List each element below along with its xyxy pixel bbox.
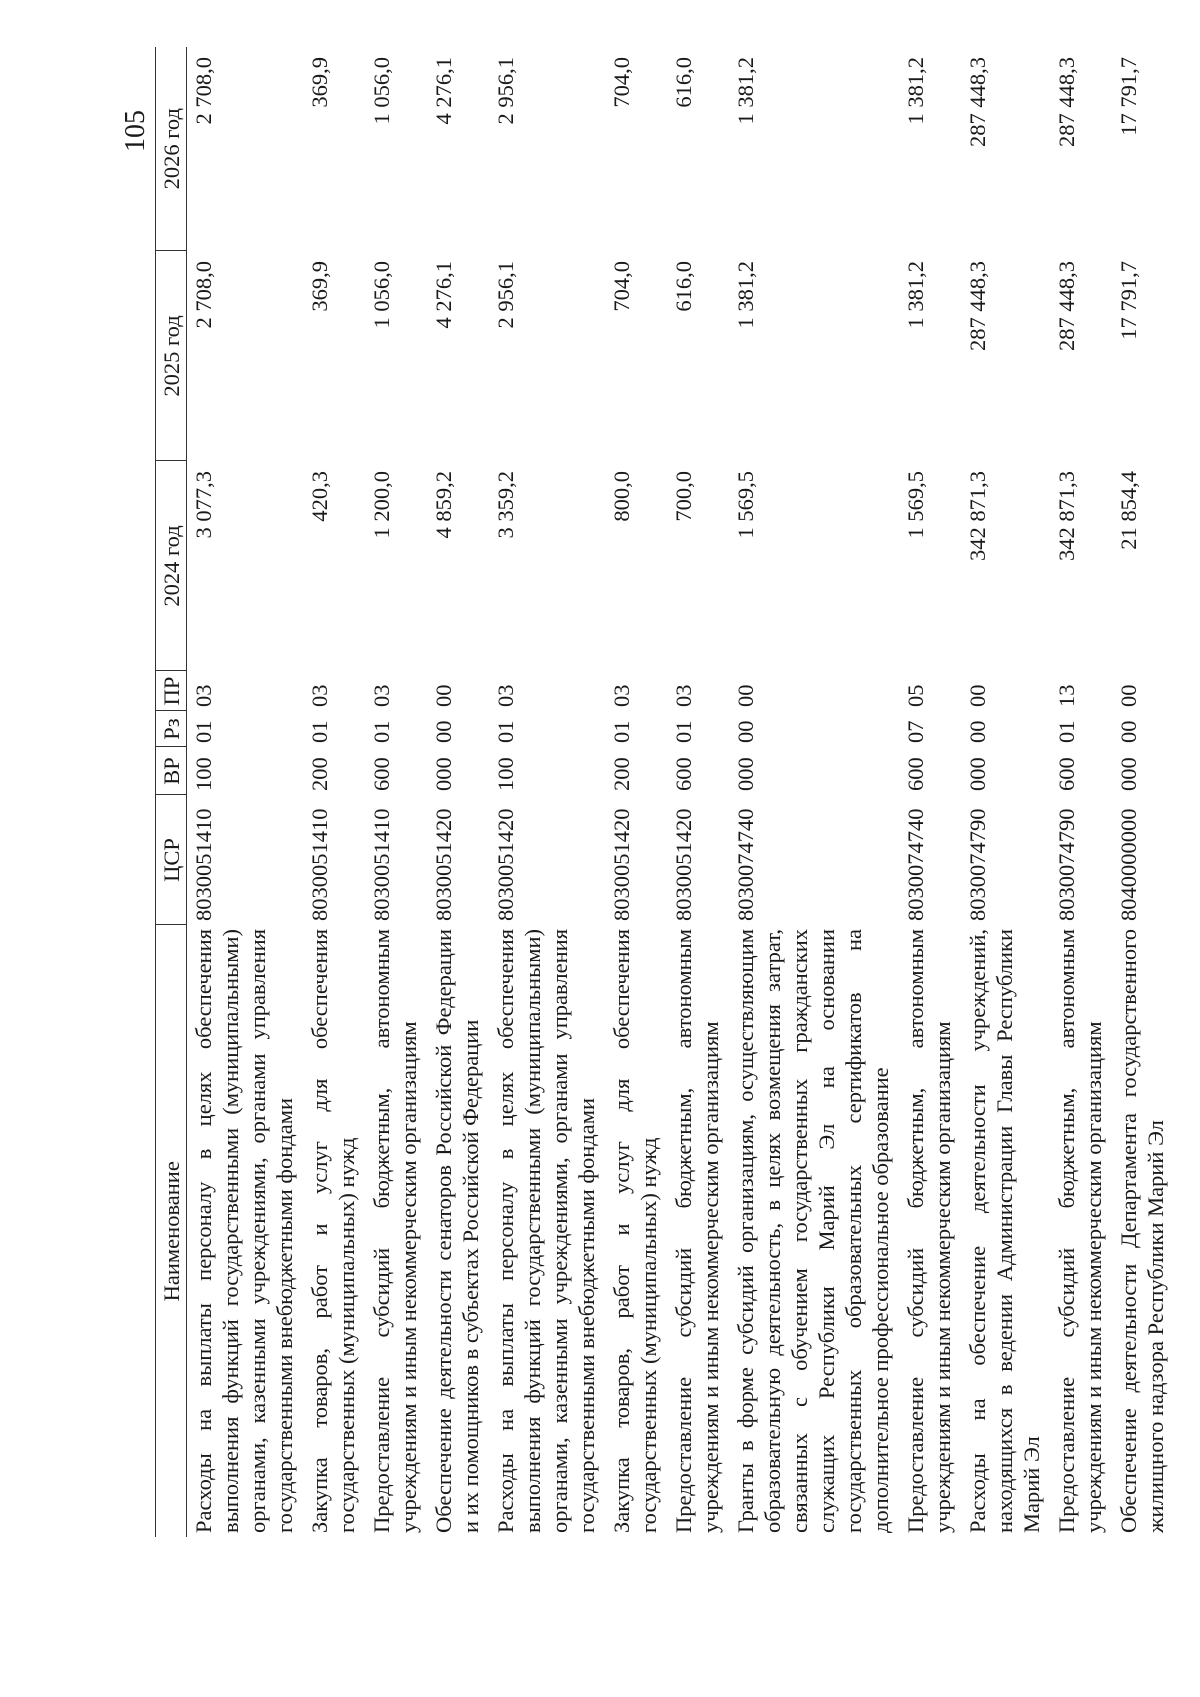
- table-row: [900, 47, 962, 1537]
- cell-pr: 05: [903, 684, 928, 707]
- cell-name: Расходы на выплаты персоналу в целях обеспечения выполнения функций государственными (муниципальными) органами, казенными учреждениями, органами управления государственными внебюджетными фондами: [493, 929, 599, 1533]
- cell-csr: 8030074740: [903, 808, 928, 921]
- table-row: [606, 47, 668, 1537]
- cell-vr: 600: [369, 757, 394, 791]
- cell-2026: 17 791,7: [1116, 57, 1141, 136]
- cell-name: Расходы на выплаты персоналу в целях обеспечения выполнения функций государственными (муниципальными) органами, казенными учреждениями, органами управления государственными внебюджетными фондами: [191, 929, 297, 1533]
- cell-2025: 369,9: [307, 261, 332, 312]
- cell-vr: 600: [671, 757, 696, 791]
- cell-csr: 8030074790: [965, 808, 990, 921]
- table-row: [1113, 47, 1175, 1537]
- cell-rz: 01: [369, 720, 394, 743]
- cell-vr: 600: [903, 757, 928, 791]
- cell-2025: 1 056,0: [369, 261, 394, 329]
- table-row: [730, 47, 900, 1537]
- cell-2025: 704,0: [609, 261, 634, 312]
- cell-vr: 000: [733, 757, 758, 791]
- cell-pr: 03: [493, 684, 518, 707]
- cell-name: Предоставление субсидий бюджетным, автономным учреждениям и иным некоммерческим организациям: [903, 929, 955, 1533]
- cell-vr: 100: [191, 757, 216, 791]
- header-row: [156, 47, 187, 1537]
- cell-vr: 100: [493, 757, 518, 791]
- cell-2026: 2 956,1: [493, 57, 518, 125]
- table-row: [668, 47, 730, 1537]
- cell-vr: 000: [431, 757, 456, 791]
- cell-csr: 8030051420: [431, 808, 456, 921]
- cell-2024: 1 569,5: [733, 471, 758, 539]
- cell-csr: 8030051420: [671, 808, 696, 921]
- table-row: [428, 47, 490, 1537]
- table-row: [1051, 47, 1113, 1537]
- cell-2024: 342 871,3: [965, 471, 990, 561]
- page-number: 105: [120, 110, 151, 152]
- header-2026: 2026 год: [156, 47, 187, 251]
- cell-vr: 000: [965, 757, 990, 791]
- cell-pr: 13: [1054, 684, 1079, 707]
- header-pr: ПР: [156, 671, 187, 711]
- cell-name: Закупка товаров, работ и услуг для обеспечения государственных (муниципальных) нужд: [307, 929, 359, 1533]
- header-csr: ЦСР: [156, 795, 187, 925]
- cell-2025: 2 708,0: [191, 261, 216, 329]
- cell-2026: 704,0: [609, 57, 634, 108]
- cell-2026: 369,9: [307, 57, 332, 108]
- cell-vr: 000: [1116, 757, 1141, 791]
- cell-pr: 00: [733, 684, 758, 707]
- cell-name: Обеспечение деятельности сенаторов Российской Федерации и их помощников в субъектах Российской Федерации: [431, 929, 483, 1533]
- cell-2024: 1 200,0: [369, 471, 394, 539]
- cell-pr: 00: [431, 684, 456, 707]
- cell-rz: 01: [1054, 720, 1079, 743]
- cell-2025: 4 276,1: [431, 261, 456, 329]
- cell-name: Предоставление субсидий бюджетным, автономным учреждениям и иным некоммерческим организациям: [369, 929, 421, 1533]
- table-body: [187, 47, 1176, 1537]
- cell-2026: 1 381,2: [903, 57, 928, 125]
- cell-vr: 600: [1054, 757, 1079, 791]
- cell-2024: 21 854,4: [1116, 471, 1141, 550]
- cell-2025: 616,0: [671, 261, 696, 312]
- cell-csr: 8030051420: [609, 808, 634, 921]
- cell-rz: 00: [1116, 720, 1141, 743]
- cell-name: Обеспечение деятельности Департамента государственного жилищного надзора Республики Марий Эл: [1116, 929, 1168, 1533]
- cell-2026: 616,0: [671, 57, 696, 108]
- cell-rz: 00: [733, 720, 758, 743]
- cell-2026: 2 708,0: [191, 57, 216, 125]
- cell-csr: 8030051420: [493, 808, 518, 921]
- header-2025: 2025 год: [156, 251, 187, 461]
- cell-name: Расходы на обеспечение деятельности учреждений, находящихся в ведении Администрации Главы Республики Марий Эл: [965, 929, 1044, 1533]
- budget-table: [155, 47, 1175, 1537]
- cell-2024: 420,3: [307, 471, 332, 522]
- cell-pr: 03: [671, 684, 696, 707]
- cell-pr: 03: [191, 684, 216, 707]
- table-row: [366, 47, 428, 1537]
- cell-2025: 17 791,7: [1116, 261, 1141, 340]
- cell-csr: 8040000000: [1116, 808, 1141, 921]
- header-rz: Рз: [156, 711, 187, 747]
- cell-2024: 342 871,3: [1054, 471, 1079, 561]
- cell-name: Предоставление субсидий бюджетным, автономным учреждениям и иным некоммерческим организациям: [1054, 929, 1106, 1533]
- table-row: [962, 47, 1051, 1537]
- cell-2025: 1 381,2: [733, 261, 758, 329]
- cell-rz: 01: [609, 720, 634, 743]
- table-row: [304, 47, 366, 1537]
- cell-name: Гранты в форме субсидий организациям, осуществляющим образовательную деятельность, в целях возмещения затрат, связанных с обучением государственных гражданских служащих Республики Марий Эл на основании государственных образовательных сертификатов на дополнительное профессиональное образование: [733, 929, 893, 1533]
- cell-csr: 8030074740: [733, 808, 758, 921]
- cell-rz: 01: [191, 720, 216, 743]
- cell-2026: 287 448,3: [965, 57, 990, 147]
- cell-pr: 00: [1116, 684, 1141, 707]
- cell-rz: 00: [431, 720, 456, 743]
- cell-rz: 01: [307, 720, 332, 743]
- cell-name: Закупка товаров, работ и услуг для обеспечения государственных (муниципальных) нужд: [609, 929, 661, 1533]
- cell-csr: 8030051410: [191, 808, 216, 921]
- header-name: Наименование: [156, 925, 187, 1537]
- cell-2026: 4 276,1: [431, 57, 456, 125]
- cell-pr: 03: [369, 684, 394, 707]
- cell-2024: 1 569,5: [903, 471, 928, 539]
- cell-rz: 01: [493, 720, 518, 743]
- cell-2026: 1 381,2: [733, 57, 758, 125]
- table-row: [490, 47, 606, 1537]
- cell-2025: 287 448,3: [1054, 261, 1079, 351]
- header-2024: 2024 год: [156, 461, 187, 671]
- cell-rz: 07: [903, 720, 928, 743]
- cell-2024: 700,0: [671, 471, 696, 522]
- cell-pr: 00: [965, 684, 990, 707]
- cell-vr: 200: [307, 757, 332, 791]
- cell-2024: 4 859,2: [431, 471, 456, 539]
- cell-2026: 287 448,3: [1054, 57, 1079, 147]
- cell-pr: 03: [609, 684, 634, 707]
- cell-csr: 8030074790: [1054, 808, 1079, 921]
- cell-rz: 01: [671, 720, 696, 743]
- table-row: [187, 47, 305, 1537]
- cell-2024: 3 359,2: [493, 471, 518, 539]
- cell-name: Предоставление субсидий бюджетным, автономным учреждениям и иным некоммерческим организациям: [671, 929, 723, 1533]
- cell-vr: 200: [609, 757, 634, 791]
- cell-2025: 1 381,2: [903, 261, 928, 329]
- cell-rz: 00: [965, 720, 990, 743]
- header-vr: ВР: [156, 747, 187, 795]
- cell-2025: 287 448,3: [965, 261, 990, 351]
- cell-csr: 8030051410: [369, 808, 394, 921]
- cell-2024: 3 077,3: [191, 471, 216, 539]
- cell-2026: 1 056,0: [369, 57, 394, 125]
- cell-csr: 8030051410: [307, 808, 332, 921]
- cell-pr: 03: [307, 684, 332, 707]
- cell-2025: 2 956,1: [493, 261, 518, 329]
- cell-2024: 800,0: [609, 471, 634, 522]
